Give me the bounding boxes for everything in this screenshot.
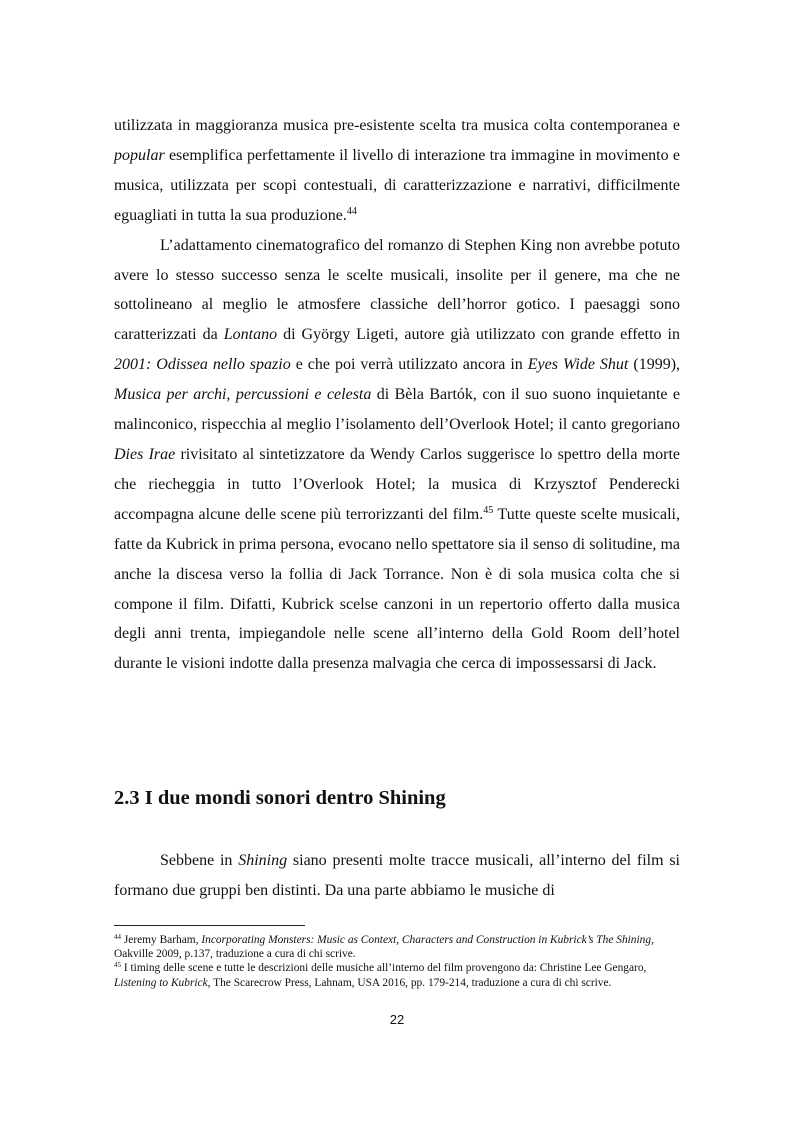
footnote-ref-45[interactable]: 45 bbox=[483, 504, 494, 516]
text-run: Sebbene in bbox=[160, 852, 239, 869]
text-run: esemplifica perfettamente il livello di interazione tra immagine in movimento e musica, utilizzata per scopi contestuali, di caratterizzazione e narrativi, difficilmente eguagliati in tutta la sua produzione. bbox=[114, 146, 680, 224]
footnote-number: 44 bbox=[114, 933, 121, 941]
text-run: I timing delle scene e tutte le descrizioni delle musiche all’interno del film provengono da: Christine Lee Gengaro, bbox=[121, 962, 647, 975]
body-text-block bbox=[114, 111, 680, 679]
italic-title: Shining bbox=[238, 852, 288, 869]
footnote-separator bbox=[114, 925, 305, 926]
italic-title: Musica per archi, percussioni e celesta bbox=[114, 386, 372, 404]
italic-title: 2001: Odissea nello spazio bbox=[114, 356, 291, 374]
footnote-44 bbox=[114, 933, 680, 961]
paragraph-continued bbox=[114, 111, 680, 231]
text-run: di György Ligeti, autore già utilizzato con grande effetto in bbox=[277, 326, 680, 344]
text-run: , Oakville 2009, p.137, traduzione a cura di chi scrive. bbox=[114, 934, 654, 961]
section-heading: 2.3 I due mondi sonori dentro Shining bbox=[114, 787, 446, 809]
paragraph-music-choices bbox=[114, 231, 680, 680]
italic-title: Incorporating Monsters: Music as Context, Characters and Construction in Kubrick’s The Shining bbox=[201, 934, 652, 946]
text-run: L’adattamento cinematografico del romanzo di Stephen King non avrebbe potuto avere lo stesso successo senza le scelte musicali, insolite per il genere, ma che ne sottolineano al meglio le atmosfere classiche dell’horror gotico. I paesaggi sono caratterizzati da bbox=[114, 236, 680, 344]
italic-title: Lontano bbox=[223, 326, 278, 344]
italic-title: Listening to Kubrick bbox=[114, 976, 208, 989]
footnote-ref-44[interactable]: 44 bbox=[346, 205, 357, 217]
text-run: Tutte queste scelte musicali, fatte da Kubrick in prima persona, evocano nello spettatore sia il senso di solitudine, ma anche la discesa verso la follia di Jack Torrance. Non è di sola musica colta che si compone il film. Difatti, Kubrick scelse canzoni in un repertorio offerto dalla musica degli anni trenta, impiegandole nelle scene all’interno della Gold Room dell’hotel durante le visioni indotte dalla presenza malvagia che cerca di impossessarsi di Jack. bbox=[114, 505, 681, 673]
footnotes bbox=[114, 933, 680, 990]
text-run: (1999), bbox=[628, 356, 681, 374]
italic-title: Eyes Wide Shut bbox=[527, 356, 629, 374]
page-number: 22 bbox=[389, 1012, 405, 1027]
text-run: Jeremy Barham, bbox=[121, 934, 202, 946]
text-run: rivisitato al sintetizzatore da Wendy Carlos suggerisce lo spettro della morte che riecheggia in tutto l’Overlook Hotel; la musica di Krzysztof Penderecki accompagna alcune delle scene più terrorizzanti del film. bbox=[114, 445, 681, 523]
text-run: siano presenti molte tracce musicali, all’interno del film si formano due gruppi ben distinti. Da una parte abbiamo le musiche di bbox=[114, 852, 680, 899]
body-text-block-2 bbox=[114, 846, 680, 906]
text-run: di Bèla Bartók, con il suo suono inquietante e malinconico, rispecchia al meglio l’isolamento dell’Overlook Hotel; il canto gregoriano bbox=[114, 386, 681, 434]
italic-term: popular bbox=[114, 146, 165, 164]
footnote-45 bbox=[114, 961, 680, 989]
text-run: e che poi verrà utilizzato ancora in bbox=[290, 356, 528, 374]
text-run: , The Scarecrow Press, Lahnam, USA 2016, pp. 179-214, traduzione a cura di chi scrive. bbox=[207, 976, 612, 989]
italic-title: Dies Irae bbox=[114, 445, 176, 463]
text-run: utilizzata in maggioranza musica pre-esistente scelta tra musica colta contemporanea e bbox=[114, 117, 680, 134]
paragraph-two-worlds bbox=[114, 846, 680, 906]
footnote-number: 45 bbox=[114, 961, 121, 970]
